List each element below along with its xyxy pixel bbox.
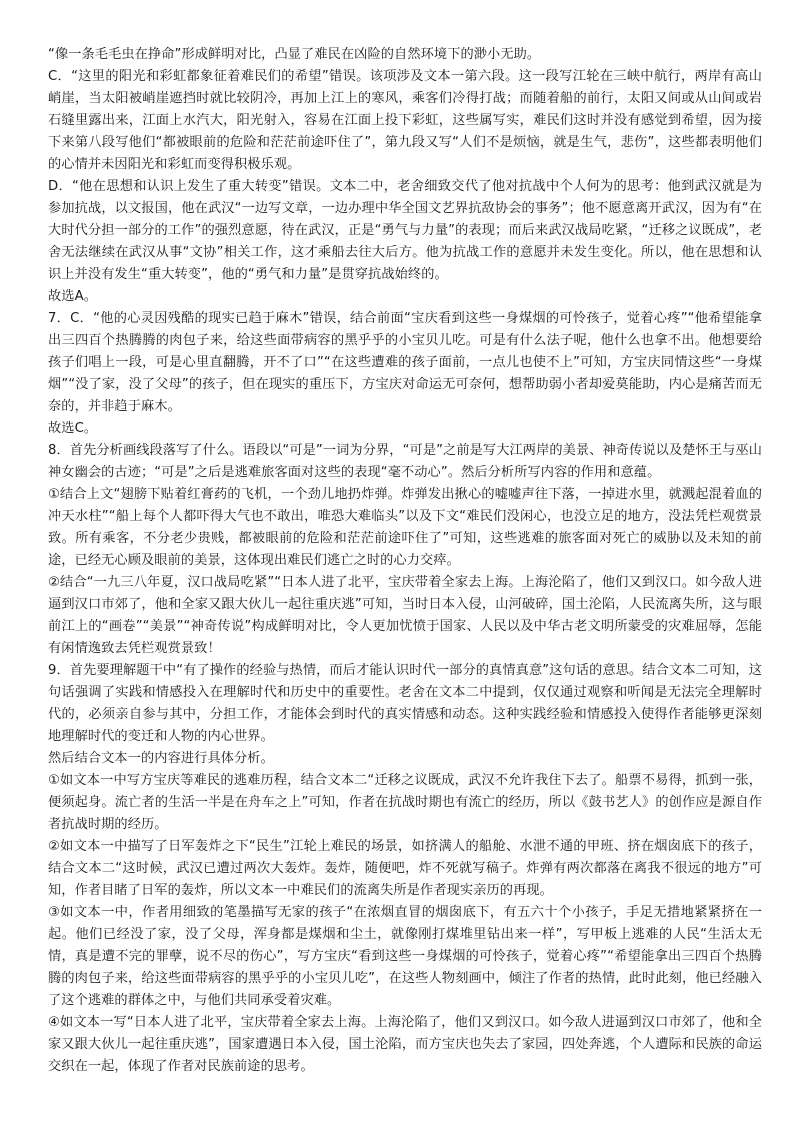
paragraph-q8-intro: 8．首先分析画线段落写了什么。语段以“可是”一词为分界，“可是”之前是写大江两岸的美景、神奇传说以及楚怀王与巫山神女幽会的古迹；“可是”之后是逃难旅客面对这些的表现“毫不动心”。然后分析所写内容的作用和意蕴。 [48,443,762,480]
paragraph-q8-point-2: ②结合“一九三八年夏，汉口战局吃紧”“日本人进了北平，宝庆带着全家去上海。上海沦陷了，他们又到汉口。如今敌人进逼到汉口市郊了，他和全家又跟大伙儿一起往重庆逃”可知，当时日本入侵，山河破碎，国土沦陷，人民流离失所，这与眼前江上的“画卷”“美景”“神奇传说”构成鲜明对比，令人更加忧愤于国家、人民以及中华古老文明所蒙受的灾难屈辱，怎能有闲情逸致去凭栏观赏景致！ [48,575,762,656]
paragraph-q9-point-1: ①如文本一中写方宝庆等难民的逃难历程，结合文本二“迁移之议既成，武汉不允许我住下去了。船票不易得，抓到一张，便须起身。流亡者的生活一半是在舟车之上”可知，作者在抗战时期也有流亡的经历，所以《鼓书艺人》的创作应是源自作者抗战时期的经历。 [48,773,762,832]
paragraph-c-option-end: “像一条毛毛虫在挣命”形成鲜明对比，凸显了难民在凶险的自然环境下的渺小无助。 [48,47,541,62]
paragraph-option-c: C．“这里的阳光和彩虹都象征着难民们的希望”错误。该项涉及文本一第六段。这一段写江轮在三峡中航行，两岸有高山峭崖，当太阳被峭崖遮挡时就比较阴冷，再加上江上的寒风，乘客们冷得打战；而随着船的前行，太阳又间或从山间或岩石缝里露出来，江面上水汽大，阳光射入，容易在江面上投下彩虹，这些属写实，难民们这时并没有感觉到希望，因为接下来第八段写他们“都被眼前的危险和茫茫前途吓住了”，第九段又写“人们不是烦恼，就是生气，悲伤”，这些都表明他们的心情并未因阳光和彩虹而变得积极乐观。 [48,69,762,172]
paragraph-q9-point-4: ④如文本一写“日本人进了北平，宝庆带着全家去上海。上海沦陷了，他们又到汉口。如今敌人进逼到汉口市郊了，他和全家又跟大伙儿一起往重庆逃”，国家遭遇日本入侵，国土沦陷，而方宝庆也失去了家园，四处奔逃，个人遭际和民族的命运交织在一起，体现了作者对民族前途的思考。 [48,1015,762,1074]
paragraph-q8-point-1: ①结合上文“翅膀下贴着红膏药的飞机，一个劲儿地扔炸弹。炸弹发出揪心的嘘嘘声往下落，一掉进水里，就溅起混着血的冲天水柱”“船上每个人都吓得大气也不敢出，唯恐大难临头”以及下文“难民们没闲心，也没立足的地方，没法凭栏观赏景致。所有乘客，不分老少贵贱，都被眼前的危险和茫茫前途吓住了”可知，这些逃难的旅客面对死亡的威胁以及未知的前途，已经无心顾及眼前的美景，这体现出难民们逃亡之时的心力交瘁。 [48,487,762,568]
paragraph-q9-transition: 然后结合文本一的内容进行具体分析。 [48,751,274,766]
paragraph-q9-point-3: ③如文本一中，作者用细致的笔墨描写无家的孩子“在浓烟直冒的烟囱底下，有五六十个小孩子，手足无措地紧紧挤在一起。他们已经没了家，没了父母，浑身都是煤烟和尘土，就像刚打煤堆里钻出来一样”，写甲板上逃难的人民“生活太无情，真是遭不完的罪孽，说不尽的伤心”，写方宝庆“看到这些一身煤烟的可怜孩子，觉着心疼”“希望能拿出三四百个热腾腾的肉包子来，给这些面带病容的黑乎乎的小宝贝儿吃”，在这些人物刻画中，倾注了作者的热情，此时此刻，他已经融入了这个逃难的群体之中，与他们共同承受着灾难。 [48,905,762,1008]
document-page [48,44,762,1078]
paragraph-q9-intro: 9．首先要理解题干中“有了操作的经验与热情，而后才能认识时代一部分的真情真意”这句话的意思。结合文本二可知，这句话强调了实践和情感投入在理解时代和历史中的重要性。老舍在文本二中提到，仅仅通过观察和听闻是无法完全理解时代的，必须亲自参与其中，分担工作，才能体会到时代的真实情感和动态。这种实践经验和情感投入使得作者能够更深刻地理解时代的变迁和人物的内心世界。 [48,663,762,744]
answer-q7: 故选C。 [48,421,98,436]
paragraph-option-d: D．“他在思想和认识上发生了重大转变”错误。文本二中，老舍细致交代了他对抗战中个人何为的思考：他到武汉就是为参加抗战，以文报国，他在武汉“一边写文章，一边办理中华全国文艺界抗敌协会的事务”；他不愿意离开武汉，因为有“在大时代分担一部分的工作”的强烈意愿，待在武汉，正是“勇气与力量”的表现；而后来武汉战局吃紧，“迁移之议既成”，老舍无法继续在武汉从事“文协”相关工作，这才乘船去往大后方。他为抗战工作的意愿并未发生变化。所以，他在思想和认识上并没有发生“重大转变”，他的“勇气和力量”是贯穿抗战始终的。 [48,179,762,282]
answer-q6: 故选A。 [48,289,97,304]
paragraph-q9-point-2: ②如文本一中描写了日军轰炸之下“民生”江轮上难民的场景，如挤满人的船舱、水泄不通的甲班、挤在烟囱底下的孩子，结合文本二“这时候，武汉已遭过两次大轰炸。轰炸，随便吧，炸不死就写稿子。炸弹有两次都落在离我不很远的地方”可知，作者目睹了日军的轰炸，所以文本一中难民们的流离失所是作者现实亲历的再现。 [48,839,762,898]
paragraph-q7: 7．C．“他的心灵因残酷的现实已趋于麻木”错误，结合前面“宝庆看到这些一身煤烟的可怜孩子，觉着心疼”“他希望能拿出三四百个热腾腾的肉包子来，给这些面带病容的黑乎乎的小宝贝儿吃。可是有什么法子呢，他什么也拿不出。他想要给孩子们唱上一段，可是心里直翻腾，开不了口”“在这些遭难的孩子面前，一点儿也使不上”可知，方宝庆同情这些“一身煤烟”“没了家，没了父母”的孩子，但在现实的重压下，方宝庆对命运无可奈何，想帮助弱小者却爱莫能助，内心是痛苦而无奈的，并非趋于麻木。 [48,311,762,414]
